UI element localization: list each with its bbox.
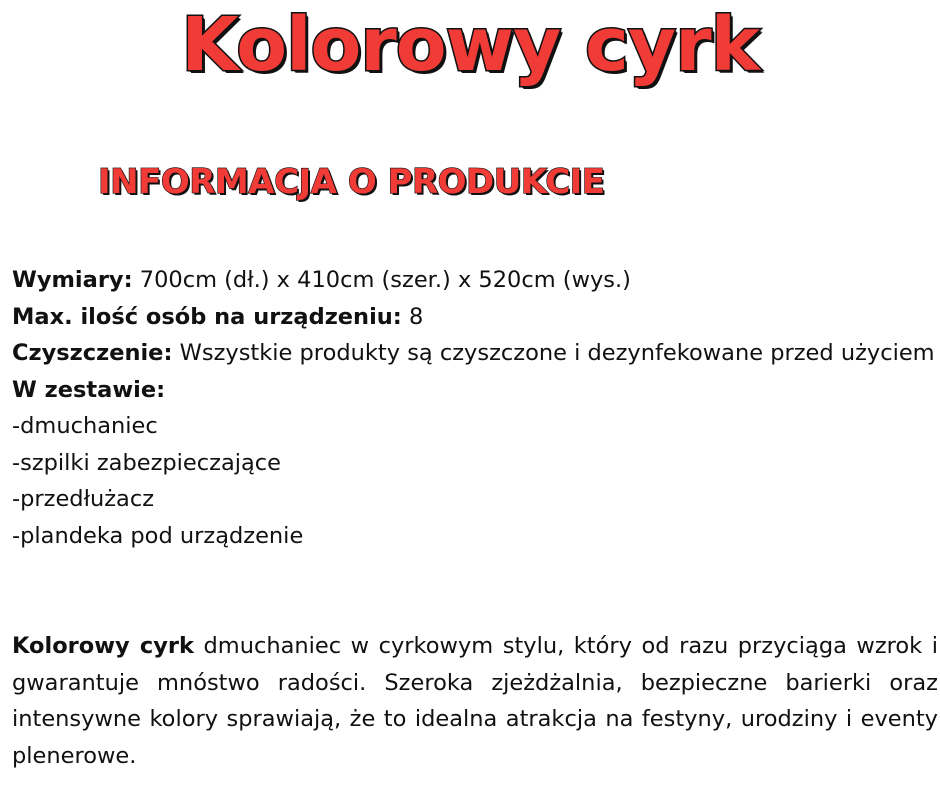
page-title: Kolorowy cyrk: [181, 2, 759, 88]
kit-item: -plandeka pod urządzenie: [12, 522, 304, 549]
kit-label: W zestawie:: [12, 376, 166, 403]
description-product-name: Kolorowy cyrk: [12, 633, 194, 659]
dimensions-label: Wymiary:: [12, 267, 133, 293]
description-text: dmuchaniec w cyrkowym stylu, który od razu przyciąga wzrok i gwarantuje mnóstwo radości. Szeroka zjeżdżalnia, bezpieczne barierki oraz intensywne kolory sprawiają, że to idealna atrakcja na festyny, urodziny i eventy plenerowe.: [12, 633, 938, 769]
kit-item: -przedłużacz: [12, 486, 155, 512]
cleaning-row: [12, 335, 938, 372]
dimensions-row: [12, 262, 938, 299]
product-specs: [12, 262, 938, 554]
kit-item: -szpilki zabezpieczające: [12, 449, 282, 476]
cleaning-label: Czyszczenie:: [12, 340, 173, 366]
dimensions-value: 700cm (dł.) x 410cm (szer.) x 520cm (wys.): [139, 267, 631, 293]
capacity-value: 8: [408, 303, 424, 330]
cleaning-value: Wszystkie produkty są czyszczone i dezynfekowane przed użyciem: [179, 340, 935, 366]
section-heading: INFORMACJA O PRODUKCIE: [98, 162, 605, 202]
capacity-row: [12, 299, 938, 336]
kit-item: -dmuchaniec: [12, 413, 158, 439]
capacity-label: Max. ilość osób na urządzeniu:: [12, 303, 402, 330]
product-description: [12, 628, 938, 774]
